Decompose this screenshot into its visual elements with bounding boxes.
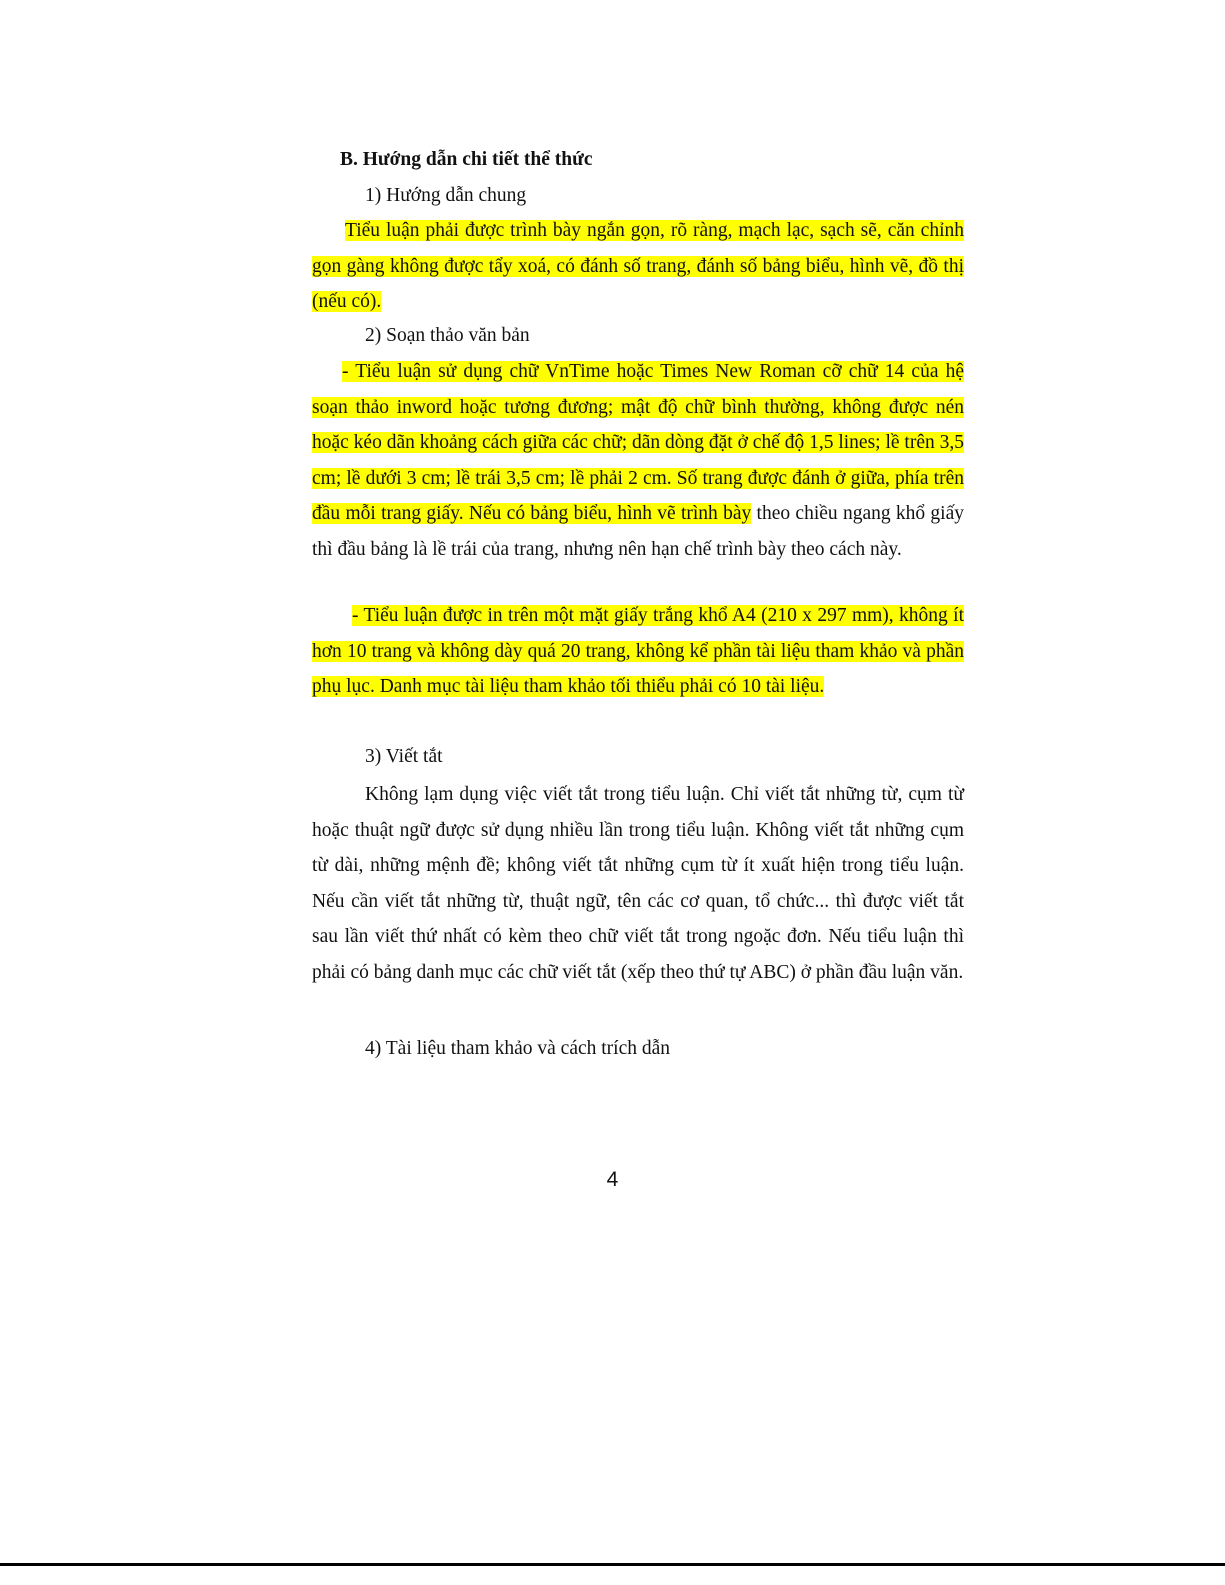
abbreviation-paragraph (312, 777, 964, 991)
drafting-paragraph-1 (312, 354, 964, 568)
drafting-orientation-text: theo chiều ngang khổ giấy thì đầu bảng là lề trái của trang, nhưng nên hạn chế trình bày theo cách này. (312, 503, 965, 560)
page-bottom-border (0, 1563, 1225, 1566)
page-number: 4 (606, 1168, 619, 1191)
general-guidance-title: 1) Hướng dẫn chung (365, 185, 527, 206)
drafting-title: 2) Soạn thảo văn bản (365, 325, 530, 346)
drafting-paragraph-2 (312, 598, 964, 705)
section-heading: B. Hướng dẫn chi tiết thể thức (340, 149, 593, 170)
general-guidance-paragraph (312, 213, 964, 320)
abbreviation-title: 3) Viết tắt (365, 746, 443, 767)
references-title: 4) Tài liệu tham khảo và cách trích dẫn (365, 1038, 671, 1059)
abbreviation-text: Không lạm dụng việc viết tắt trong tiểu luận. Chỉ viết tắt những từ, cụm từ hoặc thuật ngữ được sử dụng nhiều lần trong tiểu luận. Không viết tắt những cụm từ dài, những mệnh đề; không viết tắt những cụm từ ít xuất hiện trong tiểu luận. Nếu cần viết tắt những từ, thuật ngữ, tên các cơ quan, tổ chức... thì được viết tắt sau lần viết thứ nhất có kèm theo chữ viết tắt trong ngoặc đơn. Nếu tiểu luận thì phải có bảng danh mục các chữ viết tắt (xếp theo thứ tự ABC) ở phần đầu luận văn. (312, 784, 964, 983)
general-guidance-text: Tiểu luận phải được trình bày ngắn gọn, rõ ràng, mạch lạc, sạch sẽ, căn chỉnh gọn gàng không được tẩy xoá, có đánh số trang, đánh số bảng biểu, hình vẽ, đồ thị (nếu có). (312, 220, 964, 313)
drafting-paper-text: - Tiểu luận được in trên một mặt giấy trắng khổ A4 (210 x 297 mm), không ít hơn 10 trang và không dày quá 20 trang, không kể phần tài liệu tham khảo và phần phụ lục. Danh mục tài liệu tham khảo tối thiểu phải có 10 tài liệu. (312, 605, 964, 698)
drafting-format-text: - Tiểu luận sử dụng chữ VnTime hoặc Times New Roman cỡ chữ 14 của hệ soạn thảo inword hoặc tương đương; mật độ chữ bình thường, không được nén hoặc kéo dãn khoảng cách giữa các chữ; dãn dòng đặt ở chế độ 1,5 lines; lề trên 3,5 cm; lề dưới 3 cm; lề trái 3,5 cm; lề phải 2 cm. Số trang được đánh ở giữa, phía trên đầu mỗi trang giấy. Nếu có bảng biểu, hình vẽ trình bày (312, 361, 964, 525)
